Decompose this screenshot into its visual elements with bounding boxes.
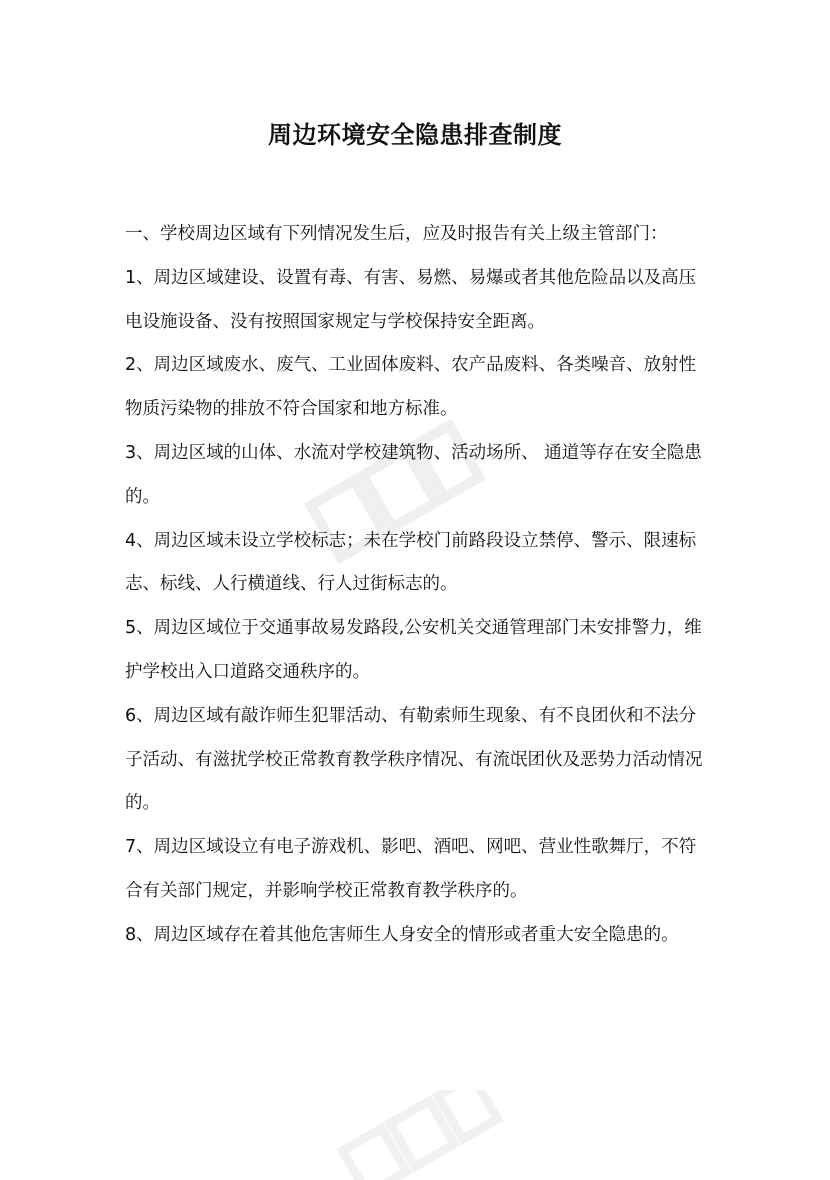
- list-item: 7、周边区域设立有电子游戏机、影吧、酒吧、网吧、营业性歌舞厅，不符合有关部门规定，并影响学校正常教育教学秩序的。: [125, 837, 697, 901]
- list-item: 5、周边区域位于交通事故易发路段,公安机关交通管理部门未安排警力，维护学校出入口道路交通秩序的。: [125, 618, 702, 682]
- list-item: 6、周边区域有敲诈师生犯罪活动、有勒索师生现象、有不良团伙和不法分子活动、有滋扰学校正常教育教学秩序情况、有流氓团伙及恶势力活动情况的。: [125, 705, 703, 814]
- document-body: [125, 213, 710, 958]
- list-item: 1、周边区域建设、设置有毒、有害、易燃、易爆或者其他危险品以及高压电设施设备、没有按照国家规定与学校保持安全距离。: [125, 267, 697, 332]
- list-item: 4、周边区域未设立学校标志；未在学校门前路段设立禁停、警示、限速标志、标线、人行横道线、行人过街标志的。: [125, 530, 697, 595]
- page-title: 周边环境安全隐患排查制度: [268, 121, 562, 149]
- list-item: 2、周边区域废水、废气、工业固体废料、农产品废料、各类噪音、放射性物质污染物的排放不符合国家和地方标准。: [125, 355, 697, 420]
- intro-paragraph: 一、学校周边区域有下列情况发生后，应及时报告有关上级主管部门：: [125, 224, 668, 244]
- list-item: 3、周边区域的山体、水流对学校建筑物、活动场所、 通道等存在安全隐患的。: [125, 442, 702, 507]
- list-item: 8、周边区域存在着其他危害师生人身安全的情形或者重大安全隐患的。: [125, 924, 679, 945]
- watermark-bottom-icon: [330, 1090, 510, 1180]
